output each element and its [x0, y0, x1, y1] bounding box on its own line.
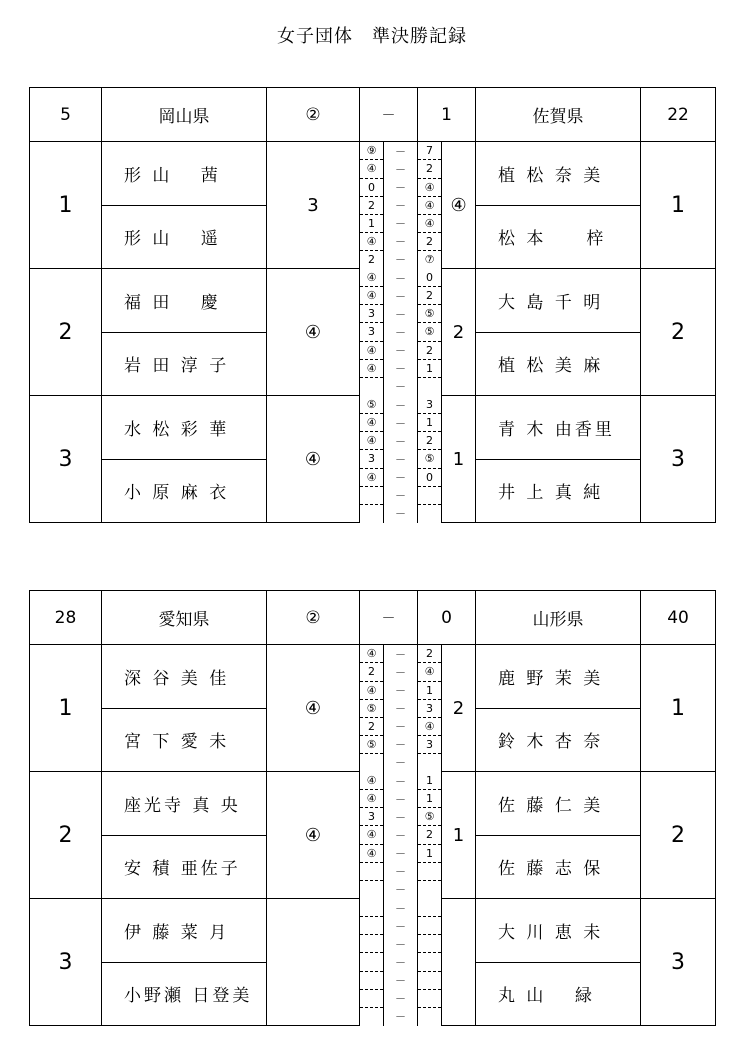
game-dash: －	[395, 864, 406, 878]
left-bout-score: 3	[267, 142, 360, 269]
right-game-score: ⑦	[424, 253, 435, 267]
game-dash: －	[395, 665, 406, 679]
left-player: 伊 藤 菜 月	[124, 922, 230, 943]
right-games-cell	[418, 396, 442, 523]
right-game-score: 0	[418, 269, 441, 287]
right-team-number: 22	[641, 88, 716, 142]
game-dash-cell	[384, 899, 418, 1026]
left-games-cell	[360, 645, 384, 772]
right-games-cell	[418, 142, 442, 269]
game-dash: －	[395, 774, 406, 788]
game-dash: －	[395, 1009, 406, 1023]
right-bout-order: 3	[641, 396, 716, 523]
right-game-score	[418, 487, 441, 505]
left-players-cell	[102, 772, 267, 899]
right-game-score	[418, 990, 441, 1008]
right-game-score: 1	[418, 682, 441, 700]
left-game-score	[360, 505, 383, 522]
game-dash: －	[395, 234, 406, 248]
team-header-row	[30, 591, 716, 645]
left-game-score: ④	[360, 645, 383, 663]
right-player: 大 島 千 明	[498, 292, 604, 313]
right-player: 青 木 由香里	[498, 419, 615, 440]
right-games-cell	[418, 269, 442, 396]
right-game-score: ⑤	[418, 323, 441, 341]
right-game-score: 2	[418, 160, 441, 178]
left-bout-order: 3	[30, 396, 102, 523]
right-player: 植 松 奈 美	[498, 165, 604, 186]
left-player: 安 積 亜佐子	[102, 835, 266, 899]
left-team-number: 28	[30, 591, 102, 645]
left-player: 形 山 茜	[124, 165, 221, 186]
game-dash: －	[395, 991, 406, 1005]
right-bout-order: 2	[641, 269, 716, 396]
game-dash: －	[395, 398, 406, 412]
left-players-cell	[102, 396, 267, 523]
right-game-score: ④	[418, 215, 441, 233]
right-players-cell	[476, 269, 641, 396]
left-game-score: ④	[360, 826, 383, 844]
right-game-score	[418, 378, 441, 395]
game-dash: －	[395, 882, 406, 896]
left-game-score: ④	[360, 845, 383, 863]
game-dash: －	[395, 271, 406, 285]
left-game-score: 2	[360, 663, 383, 681]
right-games-cell	[418, 645, 442, 772]
left-players-cell	[102, 269, 267, 396]
left-game-score: ④	[360, 160, 383, 178]
right-game-score: ⑤	[418, 305, 441, 323]
left-player: 宮 下 愛 未	[102, 708, 266, 772]
game-dash: －	[395, 719, 406, 733]
right-game-score: 1	[418, 845, 441, 863]
left-team-total: ②	[267, 591, 360, 645]
game-dash-cell	[384, 396, 418, 523]
right-game-score: 2	[418, 432, 441, 450]
left-game-score	[360, 487, 383, 505]
score-table	[29, 87, 716, 523]
right-team-total: 1	[418, 88, 476, 142]
left-players-cell	[102, 645, 267, 772]
right-game-score: 2	[418, 287, 441, 305]
right-players-cell	[476, 142, 641, 269]
right-game-score: ④	[418, 179, 441, 197]
left-games-cell	[360, 142, 384, 269]
left-player: 小野瀬 日登美	[102, 962, 266, 1026]
right-game-score	[418, 899, 441, 917]
right-game-score	[418, 972, 441, 990]
left-bout-score	[267, 899, 360, 1026]
game-dash: －	[395, 325, 406, 339]
game-dash: －	[395, 470, 406, 484]
left-bout-order: 1	[30, 645, 102, 772]
left-game-score: 3	[360, 450, 383, 468]
left-game-score: ⑤	[360, 700, 383, 718]
game-dash: －	[395, 955, 406, 969]
right-team-name: 佐賀県	[476, 88, 641, 142]
right-player: 丸 山 緑	[476, 962, 640, 1026]
left-bout-order: 3	[30, 899, 102, 1026]
left-game-score: ④	[360, 432, 383, 450]
left-bout-order: 1	[30, 142, 102, 269]
left-player: 福 田 慶	[124, 292, 221, 313]
game-dash: －	[395, 216, 406, 230]
left-game-score: ④	[360, 287, 383, 305]
game-dash: －	[395, 379, 406, 393]
left-bout-score: ④	[267, 396, 360, 523]
left-game-score	[360, 754, 383, 771]
game-dash: －	[395, 343, 406, 357]
left-game-score	[360, 917, 383, 935]
left-game-score: 2	[360, 718, 383, 736]
left-game-score	[360, 953, 383, 971]
right-team-name: 山形県	[476, 591, 641, 645]
game-dash: －	[395, 180, 406, 194]
right-game-score: ④	[418, 197, 441, 215]
right-game-score	[418, 863, 441, 881]
left-game-score	[360, 863, 383, 881]
left-game-score: ④	[360, 469, 383, 487]
left-game-score	[360, 378, 383, 395]
game-dash: －	[395, 647, 406, 661]
left-game-score: ④	[360, 414, 383, 432]
game-dash: －	[395, 828, 406, 842]
left-game-score	[360, 935, 383, 953]
right-game-score: 1	[418, 360, 441, 378]
left-bout-score: ④	[267, 269, 360, 396]
left-game-score: ⑤	[360, 736, 383, 754]
right-game-score: 1	[418, 790, 441, 808]
right-game-score	[418, 881, 441, 898]
left-game-score: 3	[360, 808, 383, 826]
left-game-score: 2	[360, 197, 383, 215]
left-games-cell	[360, 269, 384, 396]
game-dash: －	[395, 755, 406, 769]
left-game-score: 3	[360, 305, 383, 323]
left-team-number: 5	[30, 88, 102, 142]
right-games-cell	[418, 899, 442, 1026]
left-game-score: 0	[360, 179, 383, 197]
left-player: 座光寺 真 央	[124, 795, 241, 816]
left-games-cell	[360, 899, 384, 1026]
header-dash: －	[360, 88, 418, 142]
game-dash: －	[395, 901, 406, 915]
right-player: 植 松 美 麻	[476, 332, 640, 396]
right-bout-score: 2	[442, 269, 476, 396]
left-game-score: ④	[360, 342, 383, 360]
game-dash: －	[395, 792, 406, 806]
left-player: 岩 田 淳 子	[102, 332, 266, 396]
left-team-total: ②	[267, 88, 360, 142]
game-dash: －	[395, 162, 406, 176]
left-game-score: ⑤	[360, 396, 383, 414]
game-dash: －	[395, 846, 406, 860]
right-bout-order: 3	[641, 899, 716, 1026]
left-game-score: ④	[360, 269, 383, 287]
left-player: 深 谷 美 佳	[124, 668, 230, 689]
right-game-score: ④	[418, 718, 441, 736]
bout-row	[30, 396, 716, 523]
left-game-score: ④	[360, 682, 383, 700]
right-player: 井 上 真 純	[476, 459, 640, 523]
left-player: 形 山 遥	[102, 205, 266, 269]
game-dash: －	[395, 416, 406, 430]
bout-row	[30, 142, 716, 269]
left-game-score	[360, 881, 383, 898]
right-players-cell	[476, 645, 641, 772]
left-players-cell	[102, 899, 267, 1026]
game-dash: －	[395, 506, 406, 520]
right-game-score: 2	[418, 342, 441, 360]
left-team-name: 愛知県	[102, 591, 267, 645]
right-team-total: 0	[418, 591, 476, 645]
left-bout-order: 2	[30, 772, 102, 899]
right-game-score	[418, 917, 441, 935]
game-dash: －	[395, 198, 406, 212]
game-dash: －	[395, 434, 406, 448]
game-dash-cell	[384, 142, 418, 269]
right-game-score	[418, 953, 441, 971]
match-okayama-saga	[29, 87, 715, 520]
left-game-score: ④	[360, 772, 383, 790]
right-game-score: ⑤	[418, 450, 441, 468]
page-title: 女子団体 準決勝記録	[277, 26, 467, 47]
game-dash: －	[395, 361, 406, 375]
right-game-score	[418, 505, 441, 522]
right-bout-order: 1	[641, 142, 716, 269]
game-dash: －	[395, 289, 406, 303]
game-dash: －	[395, 452, 406, 466]
team-header-row	[30, 88, 716, 142]
right-players-cell	[476, 772, 641, 899]
game-dash: －	[395, 919, 406, 933]
right-game-score: ④	[418, 663, 441, 681]
score-table	[29, 590, 716, 1026]
bout-row	[30, 269, 716, 396]
game-dash: －	[395, 252, 406, 266]
left-games-cell	[360, 772, 384, 899]
left-game-score	[360, 1008, 383, 1025]
right-game-score: 2	[418, 826, 441, 844]
bout-row	[30, 772, 716, 899]
right-game-score	[418, 935, 441, 953]
right-game-score: 2	[418, 645, 441, 663]
game-dash-cell	[384, 645, 418, 772]
right-player: 鈴 木 杏 奈	[476, 708, 640, 772]
right-player: 鹿 野 茉 美	[498, 668, 604, 689]
game-dash: －	[395, 307, 406, 321]
right-bout-order: 1	[641, 645, 716, 772]
right-game-score: 2	[418, 233, 441, 251]
left-game-score: 3	[360, 323, 383, 341]
left-games-cell	[360, 396, 384, 523]
right-bout-score: 1	[442, 772, 476, 899]
right-player: 佐 藤 志 保	[476, 835, 640, 899]
left-bout-score: ④	[267, 772, 360, 899]
right-bout-score	[442, 899, 476, 1026]
right-player: 松 本 梓	[476, 205, 640, 269]
right-player: 佐 藤 仁 美	[498, 795, 604, 816]
game-dash: －	[395, 683, 406, 697]
left-game-score	[360, 972, 383, 990]
left-bout-score: ④	[267, 645, 360, 772]
left-team-name: 岡山県	[102, 88, 267, 142]
left-game-score: ⑨	[360, 142, 383, 160]
header-dash: －	[360, 591, 418, 645]
right-bout-score: ④	[442, 142, 476, 269]
left-game-score: 2	[368, 253, 375, 267]
left-bout-order: 2	[30, 269, 102, 396]
right-games-cell	[418, 772, 442, 899]
right-game-score	[418, 1008, 441, 1025]
left-game-score: 1	[360, 215, 383, 233]
game-dash-cell	[384, 269, 418, 396]
left-game-score	[360, 990, 383, 1008]
left-player: 水 松 彩 華	[124, 419, 230, 440]
game-dash: －	[395, 144, 406, 158]
game-dash: －	[395, 973, 406, 987]
right-team-number: 40	[641, 591, 716, 645]
game-dash: －	[395, 737, 406, 751]
right-bout-score: 1	[442, 396, 476, 523]
right-game-score: 3	[418, 396, 441, 414]
game-dash: －	[395, 810, 406, 824]
game-dash: －	[395, 701, 406, 715]
right-game-score: 1	[418, 772, 441, 790]
right-game-score: 3	[418, 700, 441, 718]
left-game-score	[360, 899, 383, 917]
right-bout-score: 2	[442, 645, 476, 772]
right-game-score: 0	[418, 469, 441, 487]
game-dash: －	[395, 488, 406, 502]
right-players-cell	[476, 396, 641, 523]
right-game-score: 7	[418, 142, 441, 160]
right-bout-order: 2	[641, 772, 716, 899]
left-players-cell	[102, 142, 267, 269]
left-player: 小 原 麻 衣	[102, 459, 266, 523]
right-game-score	[418, 754, 441, 771]
right-player: 大 川 恵 未	[498, 922, 604, 943]
game-dash-cell	[384, 772, 418, 899]
left-game-score: ④	[360, 233, 383, 251]
game-dash: －	[395, 937, 406, 951]
right-game-score: ⑤	[418, 808, 441, 826]
left-game-score: ④	[360, 360, 383, 378]
bout-row	[30, 645, 716, 772]
match-aichi-yamagata	[29, 590, 715, 1023]
right-game-score: 3	[418, 736, 441, 754]
right-game-score: 1	[418, 414, 441, 432]
right-players-cell	[476, 899, 641, 1026]
left-game-score: ④	[360, 790, 383, 808]
bout-row	[30, 899, 716, 1026]
